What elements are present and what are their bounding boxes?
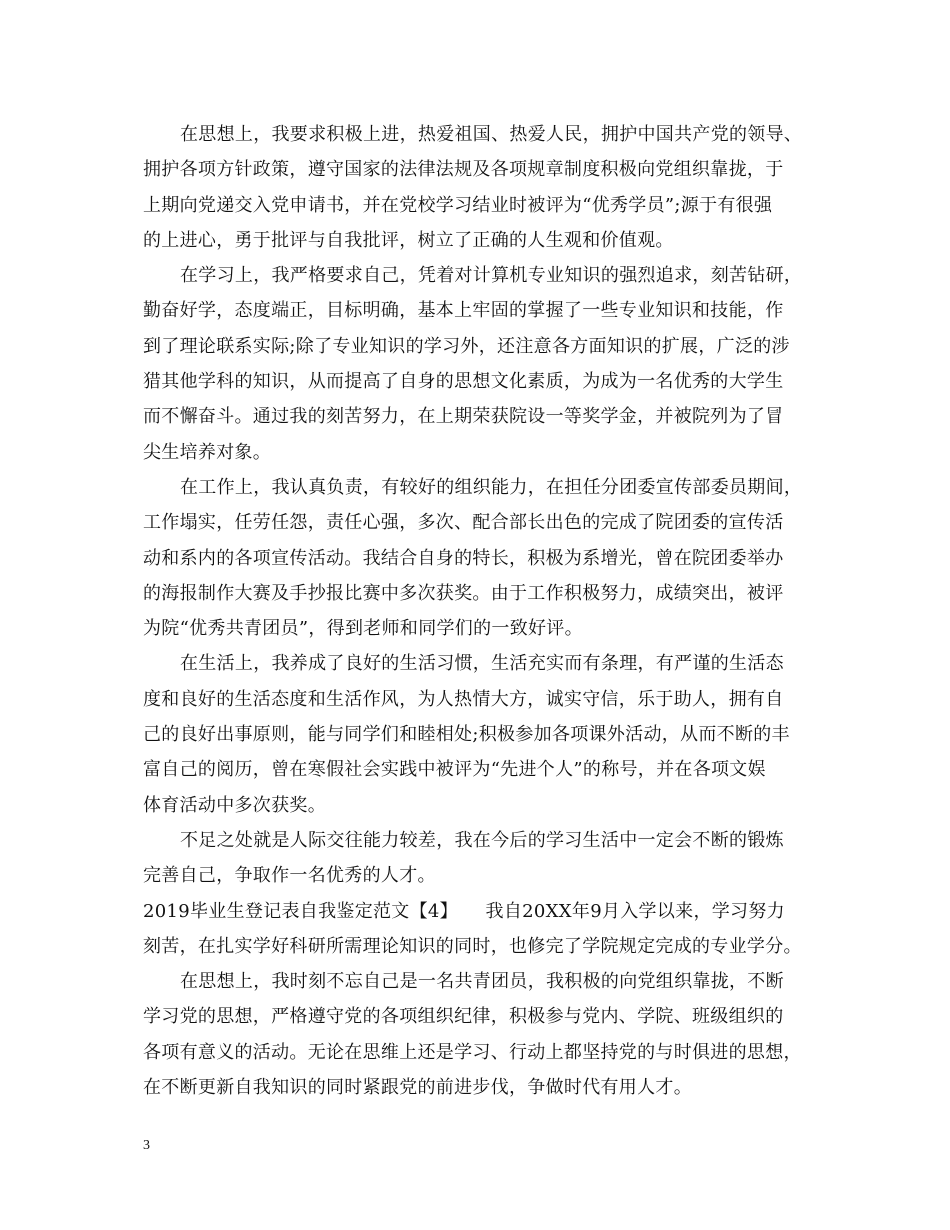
text-line: 刻苦，在扎实学好科研所需理论知识的同时，也修完了学院规定完成的专业学分。 [143,935,802,957]
text-line: 各项有意义的活动。无论在思维上还是学习、行动上都坚持党的与时俱进的思想， [143,1041,802,1063]
text-line: 的海报制作大赛及手抄报比赛中多次获奖。由于工作积极努力，成绩突出，被评 [143,582,784,604]
text-line: 在学习上，我严格要求自己，凭着对计算机专业知识的强烈追求，刻苦钻研， [180,265,803,287]
text-line: 拥护各项方针政策，遵守国家的法律法规及各项规章制度积极向党组织靠拢，于 [143,159,784,181]
text-line: 的上进心，勇于批评与自我批评，树立了正确的人生观和价值观。 [143,229,674,251]
text-line: 在不断更新自我知识的同时紧跟党的前进步伐，争做时代有用人才。 [143,1077,692,1099]
text-line: 尖生培养对象。 [143,441,272,463]
text-line: 度和良好的生活态度和生活作风，为人热情大方，诚实守信，乐于助人，拥有自 [143,688,784,710]
text-line: 学习党的思想，严格遵守党的各项组织纪律，积极参与党内、学院、班级组织的 [143,1006,784,1028]
text-line: 工作塌实，任劳任怨，责任心强，多次、配合部长出色的完成了院团委的宣传活 [143,512,784,534]
text-line: 上期向党递交入党申请书，并在党校学习结业时被评为“优秀学员”;源于有很强 [143,194,773,216]
text-line: 勤奋好学，态度端正，目标明确，基本上牢固的掌握了一些专业知识和技能，作 [143,300,784,322]
text-line: 动和系内的各项宣传活动。我结合自身的特长，积极为系增光，曾在院团委举办 [143,547,784,569]
page-number: 3 [143,1138,150,1153]
text-line: 在思想上，我时刻不忘自己是一名共青团员，我积极的向党组织靠拢，不断 [180,971,784,993]
text-line: 在思想上，我要求积极上进，热爱祖国、热爱人民，拥护中国共产党的领导、 [180,124,803,145]
text-line: 不足之处就是人际交往能力较差，我在今后的学习生活中一定会不断的锻炼 [180,829,784,851]
text-line: 己的良好出事原则，能与同学们和睦相处;积极参加各项课外活动，从而不断的丰 [143,724,790,746]
text-line: 到了理论联系实际;除了专业知识的学习外，还注意各方面知识的扩展，广泛的涉 [143,335,790,357]
text-line: 富自己的阅历，曾在寒假社会实践中被评为“先进个人”的称号，并在各项文娱 [143,759,766,781]
text-line: 完善自己，争取作一名优秀的人才。 [143,865,436,887]
text-line: 2019毕业生登记表自我鉴定范文【4】 我自20XX年9月入学以来，学习努力 [143,900,785,922]
text-line: 体育活动中多次获奖。 [143,794,326,816]
text-line: 为院“优秀共青团员”，得到老师和同学们的一致好评。 [143,618,583,640]
text-line: 在生活上，我养成了良好的生活习惯，生活充实而有条理，有严谨的生活态 [180,653,784,675]
text-line: 而不懈奋斗。通过我的刻苦努力，在上期荣获院设一等奖学金，并被院列为了冒 [143,406,784,428]
text-line: 在工作上，我认真负责，有较好的组织能力，在担任分团委宣传部委员期间， [180,476,803,498]
text-line: 猎其他学科的知识，从而提高了自身的思想文化素质，为成为一名优秀的大学生 [143,371,784,393]
document-body [143,117,833,1105]
